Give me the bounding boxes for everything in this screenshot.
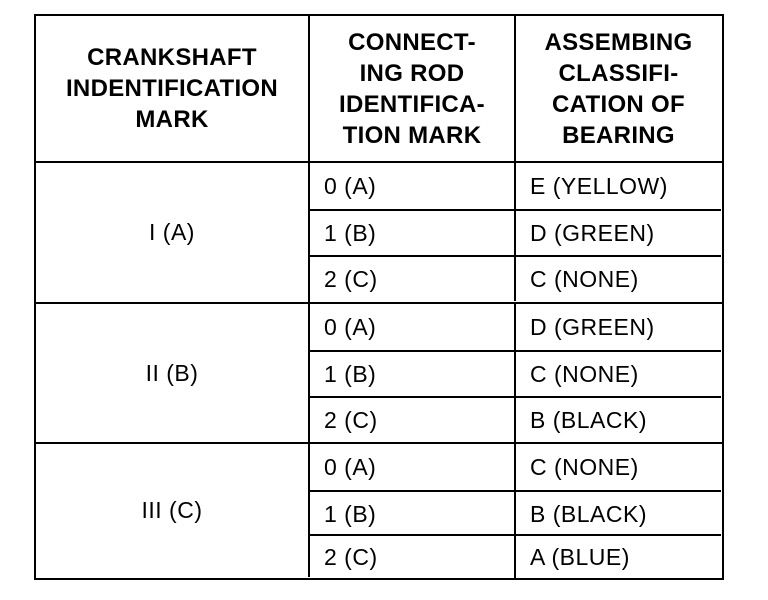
crankshaft-group (36, 163, 722, 302)
rod-mark-cell: 2 (C) (310, 398, 516, 442)
header-bearing-classification-text: ASSEMBING CLASSIFI- CATION OF BEARING (544, 28, 693, 149)
crankshaft-mark-cell: III (C) (36, 444, 310, 577)
bearing-class-cell: E (YELLOW) (530, 172, 668, 199)
bearing-class-cell: C (NONE) (530, 360, 639, 387)
header-connecting-rod-mark (310, 16, 516, 161)
bearing-selection-table (34, 14, 724, 580)
bearing-class-cell: B (BLACK) (530, 500, 647, 527)
rod-mark-cell: 1 (B) (310, 492, 516, 536)
bearing-class-cell: D (GREEN) (530, 313, 655, 340)
header-connecting-rod-mark-text: CONNECT- ING ROD IDENTIFICA- TION MARK (339, 28, 485, 149)
bearing-class-cell: C (NONE) (530, 265, 639, 292)
crankshaft-group (36, 302, 722, 442)
crankshaft-mark-cell: II (B) (36, 304, 310, 442)
rod-mark-cell: 0 (A) (310, 444, 516, 490)
bearing-class-cell: B (BLACK) (530, 406, 647, 433)
rod-mark-cell: 1 (B) (310, 211, 516, 255)
bearing-class-cell: D (GREEN) (530, 219, 655, 246)
rod-mark-cell: 2 (C) (310, 536, 516, 579)
header-crankshaft-mark-text: CRANKSHAFT INDENTIFICATION MARK (65, 44, 279, 133)
table-row (310, 490, 721, 536)
table-row (310, 396, 721, 442)
crankshaft-mark-cell: I (A) (36, 163, 310, 302)
table-row (310, 209, 721, 255)
table-row (310, 534, 721, 579)
table-row (310, 350, 721, 396)
bearing-class-cell: C (NONE) (530, 453, 639, 480)
rod-mark-cell: 2 (C) (310, 257, 516, 301)
rod-mark-cell: 0 (A) (310, 304, 516, 350)
header-bearing-classification (516, 16, 721, 161)
header-crankshaft-mark (36, 16, 310, 161)
table-header-row (36, 16, 722, 163)
table-row (310, 304, 721, 350)
crankshaft-group (36, 442, 722, 577)
table-row (310, 163, 721, 209)
table-row (310, 444, 721, 490)
table-row (310, 255, 721, 301)
rod-mark-cell: 0 (A) (310, 163, 516, 209)
bearing-class-cell: A (BLUE) (530, 544, 630, 570)
rod-mark-cell: 1 (B) (310, 352, 516, 396)
